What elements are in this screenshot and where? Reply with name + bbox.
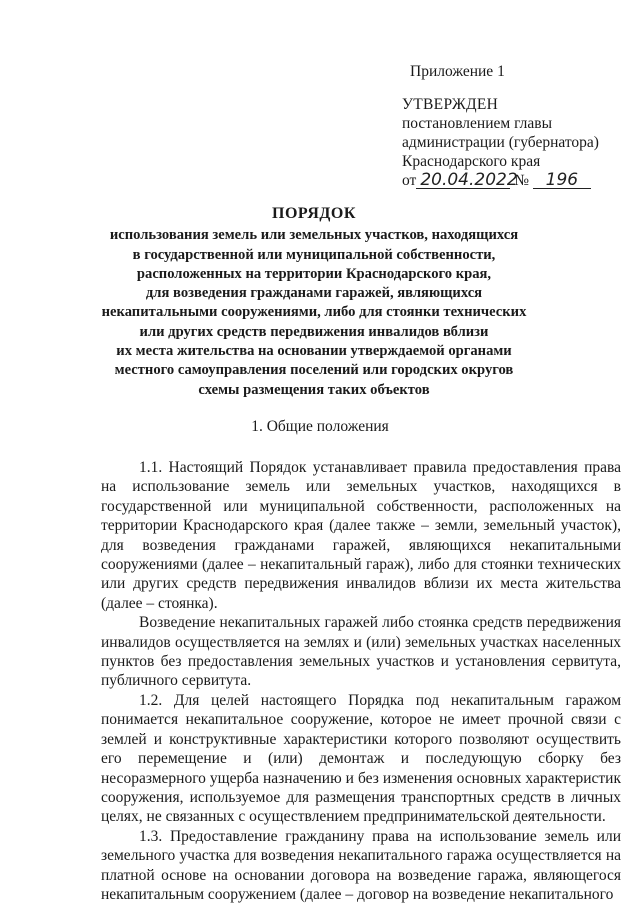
paragraph: Возведение некапитальных гаражей либо стоянка средств передвижения инвалидов осуществляется на землях и (или) земельных участках населенных пунктов без предоставления земельных участков и установления сервитута, публичного сервитута. — [101, 614, 621, 690]
date-prefix: от — [402, 172, 417, 189]
paragraph: 1.3. Предоставление гражданину права на использование земель или земельного участка для возведения некапитального гаража осуществляется на платной основе на основании договора на возведение гаража, являющегося некапитальным сооружением (далее – договор на возведение некапитального — [101, 827, 621, 903]
handwritten-number: 196 — [533, 173, 591, 189]
title-line: или других средств передвижения инвалидов вблизи — [139, 323, 489, 340]
title-line: их места жительства на основании утверждаемой органами — [116, 343, 512, 360]
approval-block — [402, 62, 632, 190]
document-title — [96, 204, 532, 400]
approved-label: УТВЕРЖДЕН — [402, 96, 499, 113]
paragraph: 1.2. Для целей настоящего Порядка под некапитальным гаражом понимается некапитальное сооружение, которое не имеет прочной связи с землей и конструктивные характеристики которого позволяют осуществить его перемещение и (или) демонтаж и последующую сборку без несоразмерного ущерба назначению и без изменения основных характеристик сооружения, используемое для размещения транспортных средств в личных целях, не связанных с осуществлением предпринимательской деятельности. — [101, 691, 621, 826]
title-line: расположенных на территории Краснодарского края, — [136, 265, 492, 282]
title-line: некапитальными сооружениями, либо для стоянки технических — [101, 304, 527, 321]
appendix-label: Приложение 1 — [410, 63, 505, 80]
approval-line: Краснодарского края — [402, 153, 541, 170]
title-main: ПОРЯДОК — [272, 205, 356, 222]
approval-line: администрации (губернатора) — [402, 134, 599, 151]
title-line: местного самоуправления поселений или городских округов — [114, 362, 514, 379]
title-line: использования земель или земельных участков, находящихся — [109, 227, 519, 244]
number-prefix: № — [514, 172, 529, 189]
section-heading: 1. Общие положения — [251, 418, 389, 435]
paragraph: 1.1. Настоящий Порядок устанавливает правила предоставления права на использование земель или земельных участков, находящихся в государственной или муниципальной собственности, расположенных на территории Краснодарского края (далее также – земли, земельный участок), для возведения гражданами гаражей, являющихся некапитальными сооружениями (далее – некапитальный гараж), либо для стоянки технических или других средств передвижения инвалидов вблизи их места жительства (далее – стоянка). — [101, 459, 621, 612]
title-line: для возведения гражданами гаражей, являющихся — [145, 285, 483, 302]
document-body — [101, 458, 621, 904]
title-line: схемы размещения таких объектов — [198, 381, 430, 398]
title-line: в государственной или муниципальной собственности, — [132, 246, 496, 263]
approval-date-line — [402, 171, 632, 190]
handwritten-date: 20.04.2022 — [416, 173, 510, 189]
approval-line: постановлением главы — [402, 115, 552, 132]
